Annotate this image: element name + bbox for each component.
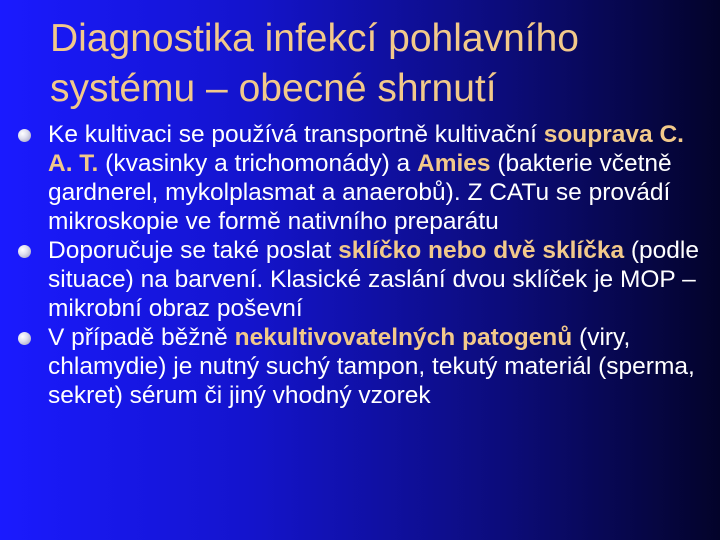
bullet-text: V případě běžně [48,324,235,351]
bullet-text: (bakterie včetně gardnerel, mykolplasmat a anaerobů). Z CATu se provádí mikroskopie ve formě nativního preparátu [48,150,672,235]
bullet-highlight: nekultivovatelných patogenů [234,324,573,351]
bullet-dot-icon [18,332,31,345]
slide-title [50,14,690,114]
bullet-text: Doporučuje se také poslat [48,237,339,264]
bullet-text: (viry, chlamydie) je nutný suchý tampon, tekutý materiál (sperma, sekret) sérum či jiný vhodný vzorek [48,324,695,409]
bullet-item-3 [0,323,720,410]
bullet-item-2 [0,236,720,323]
bullet-dot-icon [18,129,31,142]
bullet-item-1 [0,120,720,236]
bullet-dot-icon [18,245,31,258]
slide-title-line1: Diagnostika infekcí pohlavního [50,17,579,60]
bullet-text: (kvasinky a trichomonády) a [98,150,417,177]
slide-title-line2: systému – obecné shrnutí [50,67,497,110]
bullet-text: Ke kultivaci se používá transportně kultivační [48,121,544,148]
bullet-list [0,120,720,410]
bullet-highlight: souprava C. A. T. [48,121,684,177]
bullet-highlight: Amies [417,150,491,177]
bullet-text: (podle situace) na barvení. Klasické zaslání dvou sklíček je MOP – mikrobní obraz poševní [48,237,700,322]
bullet-highlight: sklíčko nebo dvě sklíčka [338,237,625,264]
